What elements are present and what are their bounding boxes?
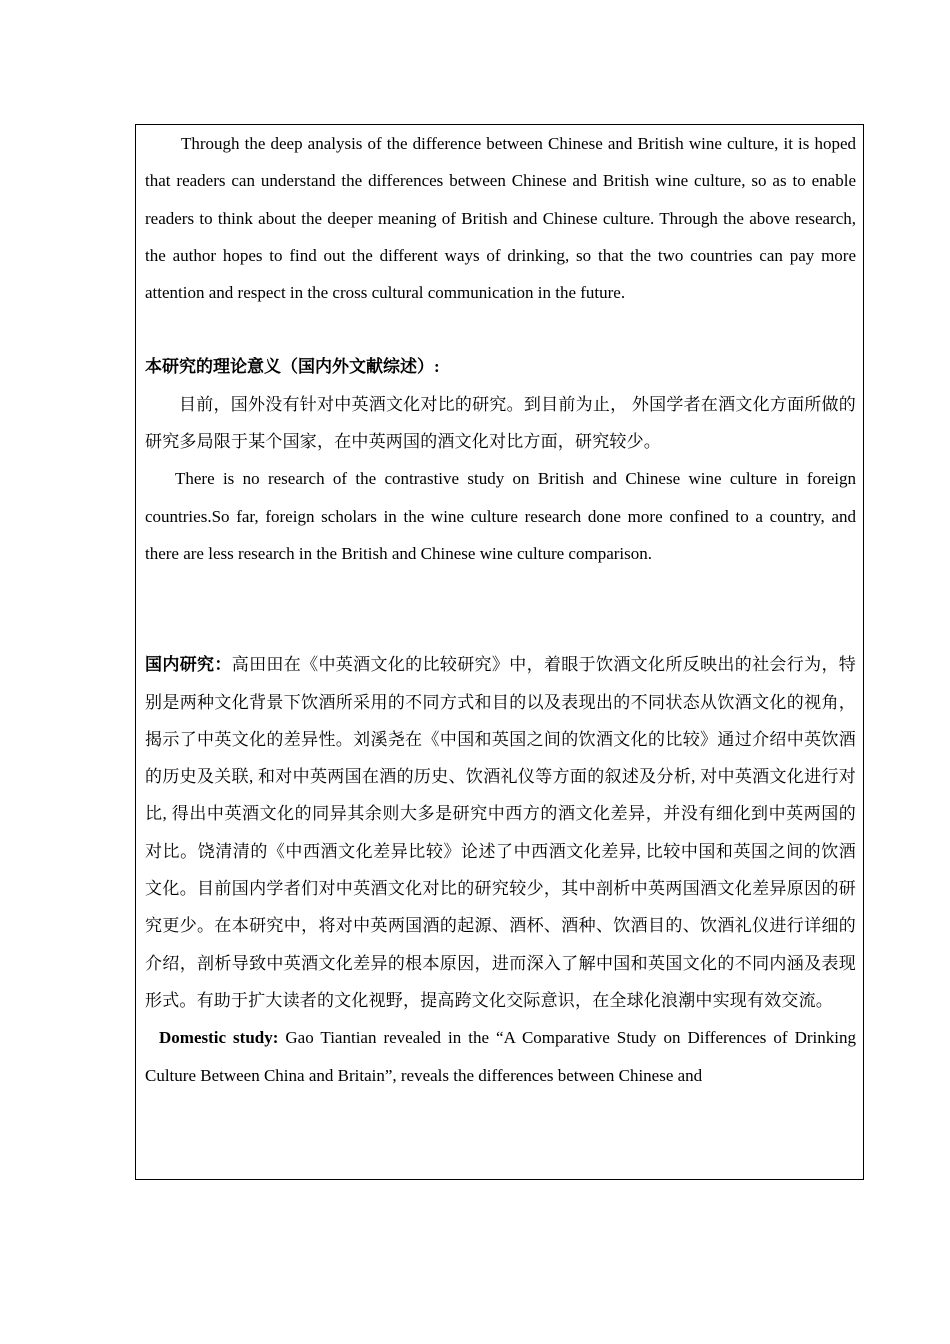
paragraph-domestic-zh: [145, 646, 856, 1019]
document-content: [145, 125, 856, 1094]
paragraph-foreign-zh: 目前，国外没有针对中英酒文化对比的研究。到目前为止， 外国学者在酒文化方面所做的研究多局限于某个国家，在中英两国的酒文化对比方面，研究较少。: [145, 394, 856, 452]
domestic-zh-label: 国内研究：: [145, 655, 232, 675]
blank-line: [145, 311, 856, 348]
text-frame: [135, 124, 864, 1180]
heading-theoretical-significance: 本研究的理论意义（国内外文献综述）:: [145, 357, 440, 377]
paragraph-intro-en: Through the deep analysis of the difference between Chinese and British wine culture, it is hoped that readers can understand the differences between Chinese and British wine culture, so as to enable readers to think about the deeper meaning of British and Chinese culture. Through the above research, the author hopes to find out the different ways of drinking, so that the two countries can pay more attention and respect in the cross cultural communication in the future.: [145, 134, 856, 303]
domestic-en-label: Domestic study:: [159, 1028, 279, 1048]
paragraph-foreign-en: There is no research of the contrastive study on British and Chinese wine culture in foreign countries.So far, foreign scholars in the wine culture research done more confined to a country, and there are less research in the British and Chinese wine culture comparison.: [145, 469, 856, 563]
paragraph-domestic-en: [145, 1019, 856, 1094]
blank-lines: [145, 572, 856, 646]
domestic-en-body: Gao Tiantian revealed in the “A Comparative Study on Differences of Drinking Culture Between China and Britain”, reveals the differences between Chinese and: [145, 1028, 856, 1085]
domestic-zh-body: 高田田在《中英酒文化的比较研究》中，着眼于饮酒文化所反映出的社会行为，特别是两种文化背景下饮酒所采用的不同方式和目的以及表现出的不同状态从饮酒文化的视角，揭示了中英文化的差异性。刘溪尧在《中国和英国之间的饮酒文化的比较》通过介绍中英饮酒的历史及关联, 和对中英两国在酒的历史、饮酒礼仪等方面的叙述及分析, 对中英酒文化进行对比, 得出中英酒文化的同异其余则大多是研究中西方的酒文化差异，并没有细化到中英两国的对比。饶清清的《中西酒文化差异比较》论述了中西酒文化差异, 比较中国和英国之间的饮酒文化。目前国内学者们对中英酒文化对比的研究较少，其中剖析中英两国酒文化差异原因的研究更少。在本研究中，将对中英两国酒的起源、酒杯、酒种、饮酒目的、饮酒礼仪进行详细的介绍，剖析导致中英酒文化差异的根本原因，进而深入了解中国和英国文化的不同内涵及表现形式。有助于扩大读者的文化视野，提高跨文化交际意识，在全球化浪潮中实现有效交流。: [145, 655, 857, 1010]
